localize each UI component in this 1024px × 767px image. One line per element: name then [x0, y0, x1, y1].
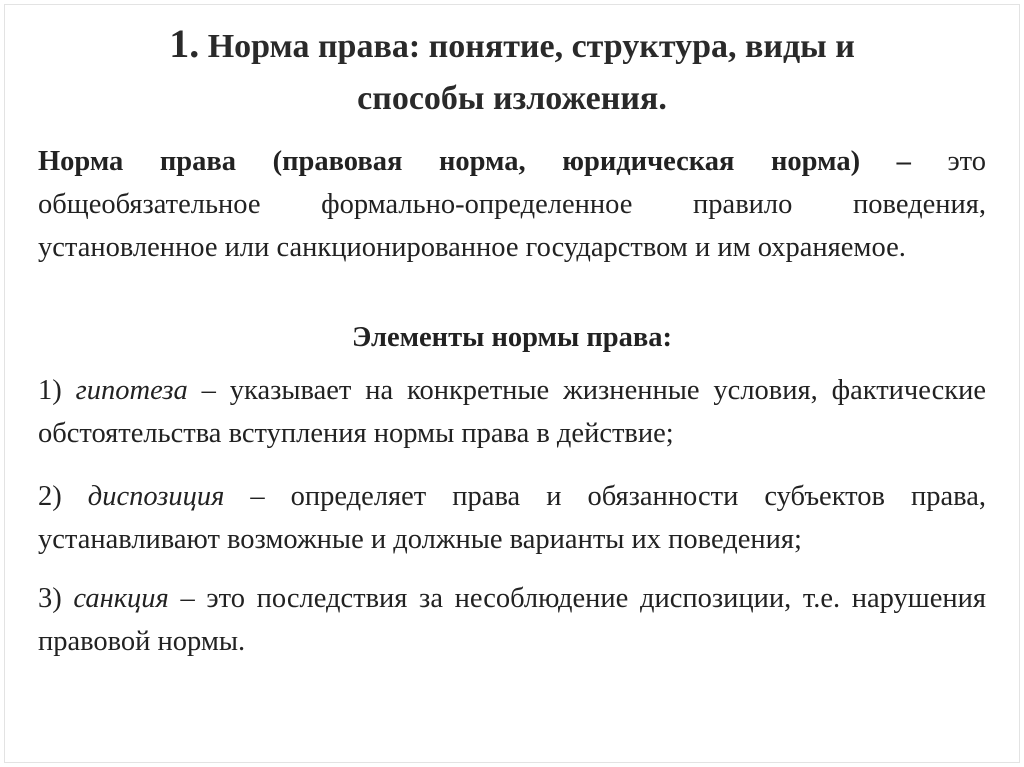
list-item-text: – определяет права и обязанности субъектов права, устанавливают возможные и должные варианты их поведения; [38, 481, 987, 555]
list-item-term: санкция [73, 583, 169, 614]
title-text-1: Норма права: понятие, структура, виды и [207, 28, 855, 65]
definition-term: Норма права (правовая норма, юридическая норма) – [38, 146, 911, 177]
title-line-1 [60, 18, 964, 73]
list-item-text: – указывает на конкретные жизненные условия, фактические обстоятельства вступления нормы права в действие; [38, 375, 987, 449]
list-item-disposition [38, 475, 986, 561]
definition-paragraph [38, 140, 986, 269]
list-item-hypothesis [38, 369, 986, 455]
list-item-sanction [38, 577, 986, 663]
elements-heading: Элементы нормы права: [352, 322, 672, 353]
list-item-term: гипотеза [75, 375, 188, 406]
title-number: 1. [169, 21, 200, 66]
list-item-term: диспозиция [87, 481, 225, 512]
slide-title [60, 18, 964, 125]
list-item-number: 1) [38, 375, 62, 406]
list-item-number: 3) [38, 583, 62, 614]
list-item-number: 2) [38, 481, 62, 512]
definition-text: это общеобязательное формально-определенное правило поведения, установленное или санкционированное государством и им охраняемое. [38, 146, 986, 263]
list-item-text: – это последствия за несоблюдение диспозиции, т.е. нарушения правовой нормы. [38, 583, 987, 657]
title-line-2: способы изложения. [357, 80, 667, 117]
